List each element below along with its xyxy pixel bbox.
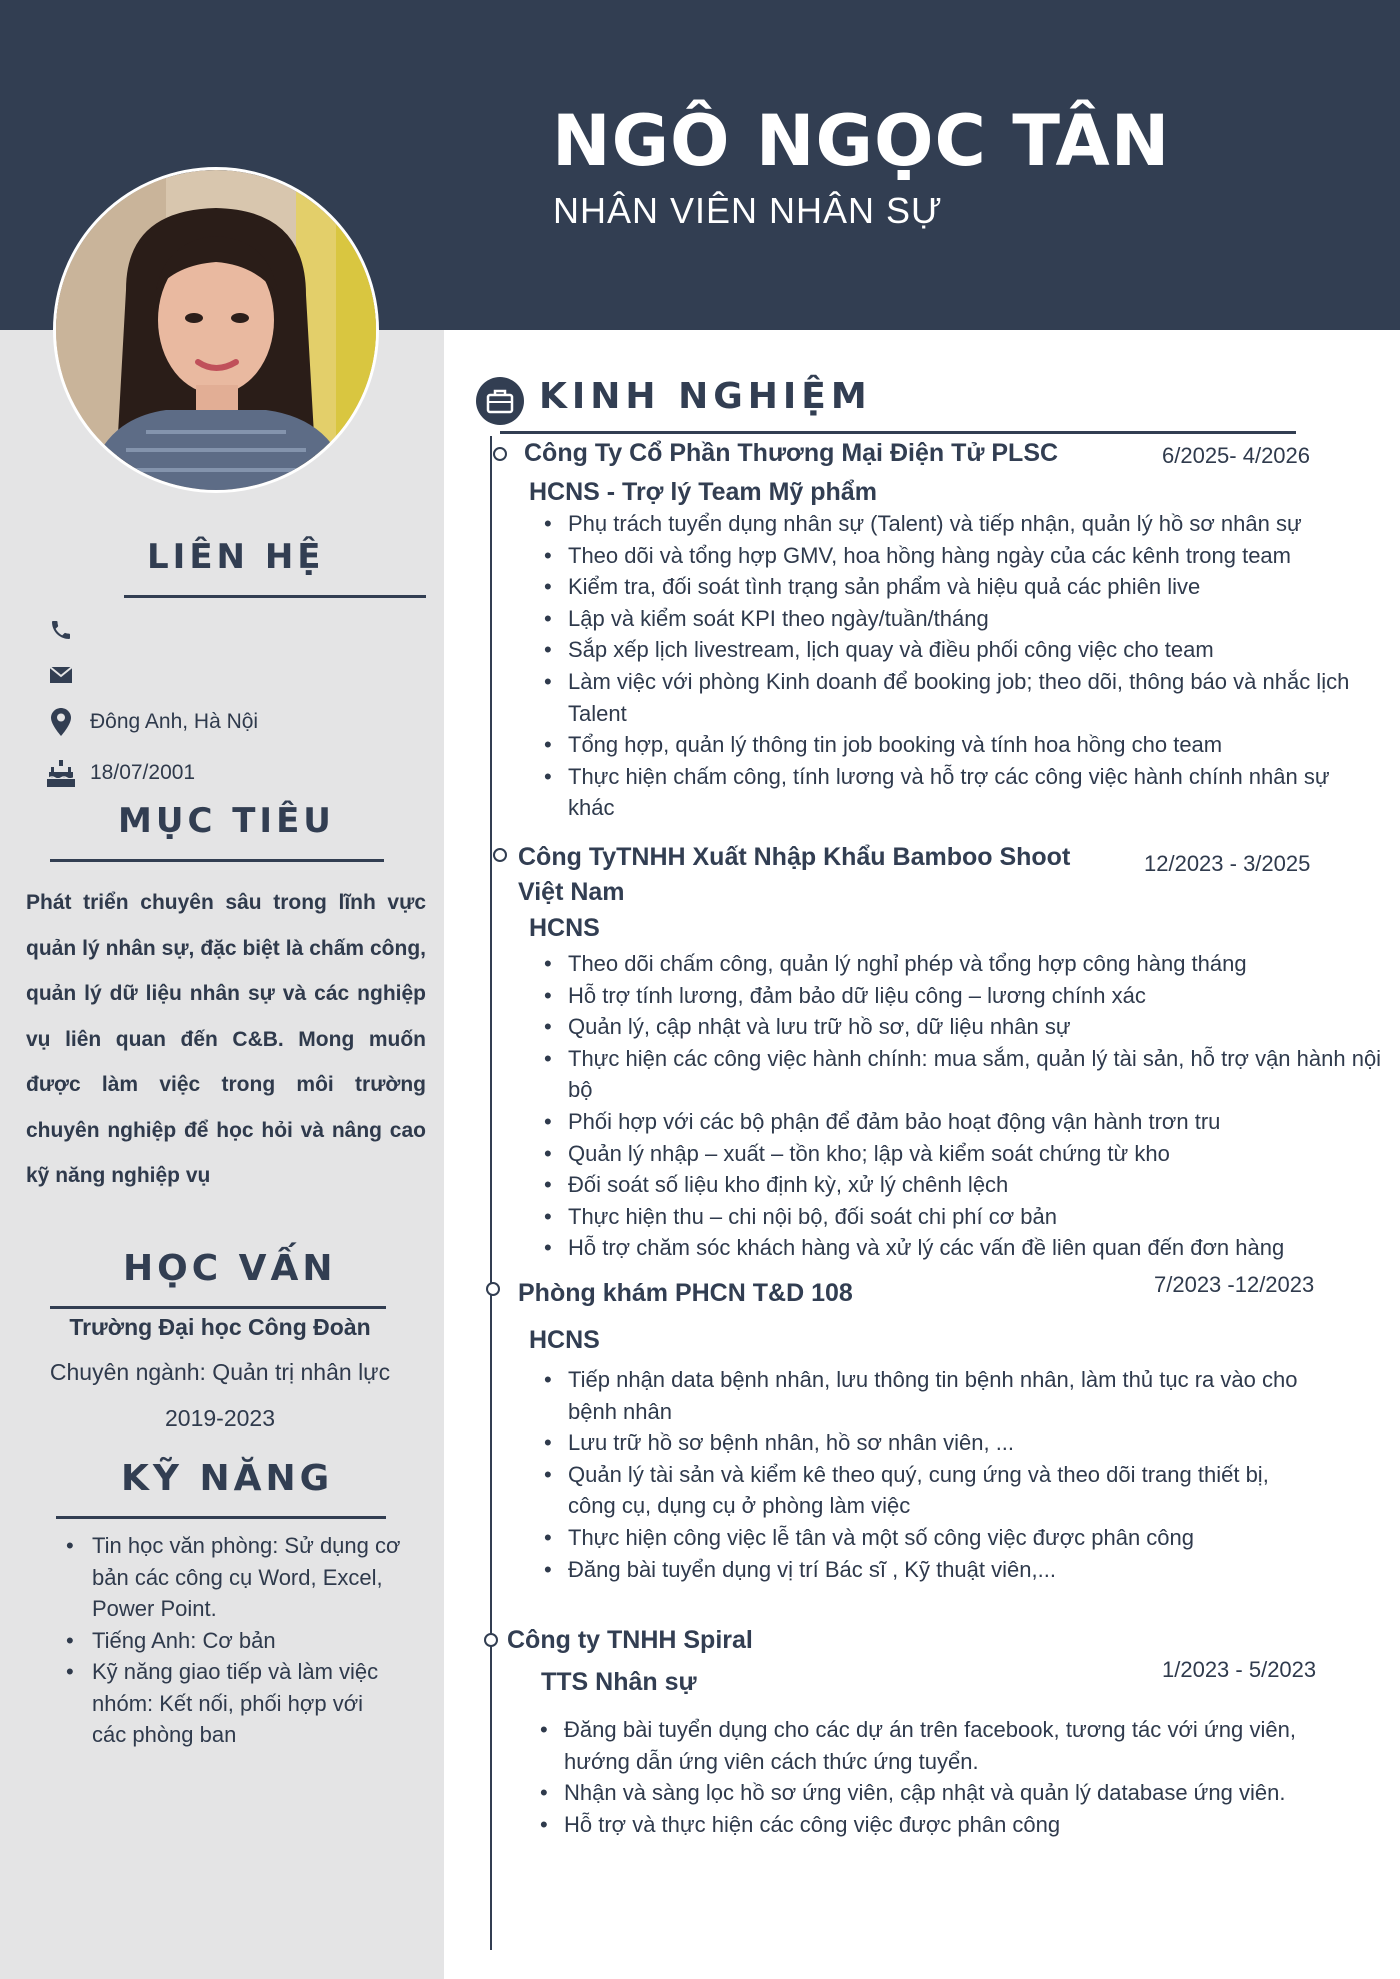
- phone-icon: [46, 615, 76, 645]
- birthday-value: 18/07/2001: [90, 761, 196, 784]
- job-date: 12/2023 - 3/2025: [1144, 851, 1311, 876]
- job-title: HCNS - Trợ lý Team Mỹ phẩm: [529, 478, 877, 506]
- responsibility-item: • Phối hợp với các bộ phận để đảm bảo hoạt động vận hành trơn tru: [538, 1106, 1388, 1138]
- objective-text: Phát triển chuyên sâu trong lĩnh vực quản lý nhân sự, đặc biệt là chấm công, quản lý dữ liệu nhân sự và các nghiệp vụ liên quan đến C&B. Mong muốn được làm việc trong môi trường chuyên nghiệp để học hỏi và nâng cao kỹ năng nghiệp vụ: [26, 891, 426, 1187]
- responsibility-item: • Kiểm tra, đối soát tình trạng sản phẩm và hiệu quả các phiên live: [538, 571, 1368, 603]
- skill-item: • Tin học văn phòng: Sử dụng cơ bản các công cụ Word, Excel, Power Point.: [62, 1530, 402, 1625]
- education-divider: [50, 1306, 386, 1309]
- job-company: Công TyTNHH Xuất Nhập Khẩu Bamboo Shoot Việt Nam: [518, 843, 1071, 906]
- responsibility-item: • Hỗ trợ tính lương, đảm bảo dữ liệu công – lương chính xác: [538, 980, 1388, 1012]
- skills-title: KỸ NĂNG: [121, 1458, 334, 1499]
- birthday-cake-icon: [46, 758, 76, 788]
- responsibility-item: • Đối soát số liệu kho định kỳ, xử lý chênh lệch: [538, 1169, 1388, 1201]
- contact-email: [46, 657, 90, 693]
- education-years: 2019-2023: [165, 1405, 275, 1431]
- responsibility-item: • Theo dõi chấm công, quản lý nghỉ phép và tổng hợp công hàng tháng: [538, 948, 1388, 980]
- timeline-dot: [486, 1282, 500, 1296]
- job-company: Phòng khám PHCN T&D 108: [518, 1279, 853, 1307]
- timeline-dot: [493, 848, 507, 862]
- job-company: Công Ty Cổ Phần Thương Mại Điện Tử PLSC: [524, 439, 1059, 467]
- responsibility-item: • Hỗ trợ và thực hiện các công việc được phân công: [534, 1809, 1296, 1841]
- responsibility-item: • Nhận và sàng lọc hồ sơ ứng viên, cập nhật và quản lý database ứng viên.: [534, 1777, 1296, 1809]
- experience-divider: [500, 431, 1296, 434]
- job-title: TTS Nhân sự: [541, 1668, 697, 1696]
- contact-birthday: [46, 755, 195, 791]
- education-title: HỌC VẤN: [123, 1248, 337, 1289]
- job-responsibilities: [534, 1714, 1296, 1840]
- responsibility-item: • Tổng hợp, quản lý thông tin job booking và tính hoa hồng cho team: [538, 729, 1368, 761]
- email-icon: [46, 660, 76, 690]
- job-company: Công ty TNHH Spiral: [507, 1626, 753, 1654]
- skill-item: • Kỹ năng giao tiếp và làm việc nhóm: Kết nối, phối hợp với các phòng ban: [62, 1656, 402, 1751]
- responsibility-item: • Thực hiện chấm công, tính lương và hỗ trợ các công việc hành chính nhân sự khác: [538, 761, 1368, 824]
- objective-divider: [50, 859, 384, 862]
- job-title: HCNS: [529, 1326, 600, 1354]
- candidate-role: NHÂN VIÊN NHÂN SỰ: [553, 190, 943, 231]
- responsibility-item: • Làm việc với phòng Kinh doanh để booking job; theo dõi, thông báo và nhắc lịch Talent: [538, 666, 1368, 729]
- job-date: 1/2023 - 5/2023: [1162, 1657, 1317, 1682]
- timeline-dot: [484, 1633, 498, 1647]
- briefcase-icon: [476, 377, 524, 425]
- responsibility-item: • Lập và kiểm soát KPI theo ngày/tuần/tháng: [538, 603, 1368, 635]
- responsibility-item: • Tiếp nhận data bệnh nhân, lưu thông tin bệnh nhân, làm thủ tục ra vào cho bệnh nhân: [538, 1364, 1308, 1427]
- contact-divider: [124, 595, 426, 598]
- contact-address: [46, 704, 258, 740]
- responsibility-item: • Hỗ trợ chăm sóc khách hàng và xử lý các vấn đề liên quan đến đơn hàng: [538, 1232, 1388, 1264]
- job-date: 6/2025- 4/2026: [1162, 443, 1311, 468]
- skills-divider: [56, 1516, 386, 1519]
- address-value: Đông Anh, Hà Nội: [90, 710, 259, 733]
- responsibility-item: • Thực hiện các công việc hành chính: mua sắm, quản lý tài sản, hỗ trợ vận hành nội bộ: [538, 1043, 1388, 1106]
- responsibility-item: • Quản lý tài sản và kiểm kê theo quý, cung ứng và theo dõi trang thiết bị, công cụ, dụng cụ ở phòng làm việc: [538, 1459, 1308, 1522]
- experience-title: KINH NGHIỆM: [539, 376, 872, 417]
- education-major: Chuyên ngành: Quản trị nhân lực: [49, 1359, 391, 1385]
- job-responsibilities: [538, 948, 1388, 1264]
- contact-phone: [46, 612, 90, 648]
- job-responsibilities: [538, 508, 1368, 824]
- portrait-illustration: [56, 170, 379, 493]
- objective-title: MỤC TIÊU: [118, 801, 335, 841]
- candidate-name: NGÔ NGỌC TÂN: [552, 100, 1171, 182]
- responsibility-item: • Lưu trữ hồ sơ bệnh nhân, hồ sơ nhân viên, ...: [538, 1427, 1308, 1459]
- location-pin-icon: [46, 707, 76, 737]
- responsibility-item: • Phụ trách tuyển dụng nhân sự (Talent) và tiếp nhận, quản lý hồ sơ nhân sự: [538, 508, 1368, 540]
- responsibility-item: • Quản lý, cập nhật và lưu trữ hồ sơ, dữ liệu nhân sự: [538, 1011, 1388, 1043]
- job-responsibilities: [538, 1364, 1308, 1585]
- responsibility-item: • Theo dõi và tổng hợp GMV, hoa hồng hàng ngày của các kênh trong team: [538, 540, 1368, 572]
- responsibility-item: • Thực hiện công việc lễ tân và một số công việc được phân công: [538, 1522, 1308, 1554]
- responsibility-item: • Sắp xếp lịch livestream, lịch quay và điều phối công việc cho team: [538, 634, 1368, 666]
- profile-photo: [53, 167, 379, 493]
- timeline-line: [490, 436, 492, 1950]
- responsibility-item: • Đăng bài tuyển dụng cho các dự án trên facebook, tương tác với ứng viên, hướng dẫn ứng viên cách thức ứng tuyển.: [534, 1714, 1296, 1777]
- job-title: HCNS: [529, 914, 600, 942]
- job-date: 7/2023 -12/2023: [1154, 1272, 1315, 1297]
- contact-title: LIÊN HỆ: [147, 537, 325, 577]
- skill-item: • Tiếng Anh: Cơ bản: [62, 1625, 402, 1657]
- responsibility-item: • Đăng bài tuyển dụng vị trí Bác sĩ , Kỹ thuật viên,...: [538, 1554, 1308, 1586]
- responsibility-item: • Quản lý nhập – xuất – tồn kho; lập và kiểm soát chứng từ kho: [538, 1138, 1388, 1170]
- skills-list: [62, 1530, 402, 1751]
- responsibility-item: • Thực hiện thu – chi nội bộ, đối soát chi phí cơ bản: [538, 1201, 1388, 1233]
- timeline-dot: [493, 447, 507, 461]
- education-school: Trường Đại học Công Đoàn: [69, 1314, 371, 1340]
